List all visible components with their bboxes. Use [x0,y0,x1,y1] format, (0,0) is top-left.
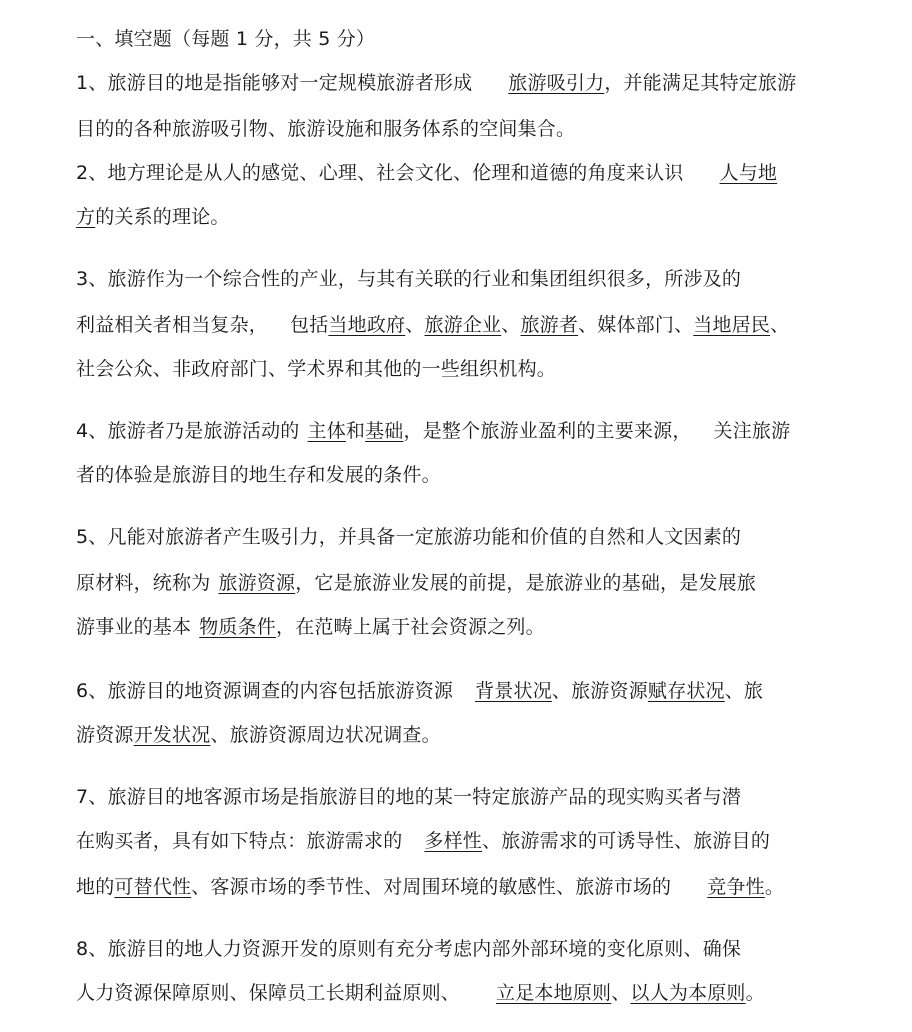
q1-text-cont: ，并能满足其特定旅游 [604,72,797,94]
q3-answer-4: 当地居民 [693,314,771,336]
q5-line-2 [76,570,756,596]
q3-text-2: 利益相关者相当复杂， [76,314,269,336]
q1-line-1 [76,70,796,96]
q8-answer-1: 立足本地原则 [496,982,612,1004]
q4-text-cont: ，是整个旅游业盈利的主要来源， [403,420,692,442]
section-title [76,26,375,52]
q7-answer-1: 多样性 [424,830,483,852]
q5-text-3: ，它是旅游业发展的前提，是旅游业的基础，是发展旅 [295,572,757,594]
q8-text-end: 。 [745,982,765,1004]
q5-text-end: ，在范畴上属于社会资源之列。 [276,616,545,638]
q4-text-end: 者的体验是旅游目的地生存和发展的条件。 [76,464,441,486]
q3-sep-2: 、 [501,314,521,336]
q4-text-cont-2: 关注旅游 [713,420,791,442]
q3-text-end: 社会公众、非政府部门、学术界和其他的一些组织机构。 [76,358,557,380]
q4-answer-2: 基础 [365,420,404,442]
q2-text-end: 的关系的理论。 [95,206,230,228]
q3-text-3: 包括 [290,314,329,336]
q3-line-3 [76,356,556,382]
q2-answer-1: 人与地 [719,162,778,184]
q7-text-4: 地的 [76,876,115,898]
q3-answer-1: 当地政府 [328,314,406,336]
q4-line-2 [76,462,441,488]
q7-line-1 [76,784,741,810]
q8-sep-1: 、 [611,982,631,1004]
q4-answer-1: 主体 [307,420,346,442]
q6-answer-3: 开发状况 [133,724,211,746]
q2-line-1 [76,160,777,186]
q7-text-2: 在购买者，具有如下特点：旅游需求的 [76,830,403,852]
q8-answer-2: 以人为本原则 [630,982,746,1004]
q6-text-3: 、旅 [724,680,764,702]
q6-text: 6、旅游目的地资源调查的内容包括旅游资源 [76,680,454,702]
q3-sep-4: 、 [770,314,790,336]
q8-line-2 [76,980,765,1006]
q8-text-2: 人力资源保障原则、保障员工长期利益原则、 [76,982,461,1004]
q3-answer-2: 旅游企业 [424,314,502,336]
q1-text: 1、旅游目的地是指能够对一定规模旅游者形成 [76,72,473,94]
q8-line-1 [76,936,741,962]
q1-text-end: 目的的各种旅游吸引物、旅游设施和服务体系的空间集合。 [76,118,576,140]
q7-answer-2: 可替代性 [114,876,192,898]
q7-text: 7、旅游目的地客源市场是指旅游目的地的某一特定旅游产品的现实购买者与潜 [76,786,742,808]
q7-text-end: 。 [764,876,785,898]
section-title-text: 一、填空题（每题 1 分，共 5 分） [76,28,376,50]
q3-text: 3、旅游作为一个综合性的产业，与其有关联的行业和集团组织很多，所涉及的 [76,268,742,290]
q3-line-2 [76,312,789,338]
q7-line-2 [76,828,770,854]
q5-answer-2: 物质条件 [199,616,277,638]
q6-answer-1: 背景状况 [475,680,552,702]
q7-text-3: 、旅游需求的可诱导性、旅游目的 [482,830,771,852]
q3-sep-3: 、媒体部门、 [578,314,694,336]
q5-text: 5、凡能对旅游者产生吸引力，并具备一定旅游功能和价值的自然和人文因素的 [76,526,742,548]
q6-text-4: 游资源 [76,724,134,746]
q3-answer-3: 旅游者 [520,314,579,336]
q5-text-4: 游事业的基本 [76,616,192,638]
q7-text-5: 、客源市场的季节性、对周围环境的敏感性、旅游市场的 [191,876,672,898]
q6-line-1 [76,678,763,704]
q4-line-1 [76,418,790,444]
q5-text-2: 原材料，统称为 [76,572,211,594]
q7-line-3 [76,874,784,900]
q1-line-2 [76,116,575,142]
q3-sep-1: 、 [405,314,425,336]
q2-line-2 [76,204,230,230]
q6-text-end: 、旅游资源周边状况调查。 [210,724,441,746]
q6-text-2: 、旅游资源 [551,680,648,702]
q6-answer-2: 赋存状况 [647,680,725,702]
q5-line-3 [76,614,545,640]
q5-line-1 [76,524,741,550]
q4-connector: 和 [345,420,366,442]
q8-text: 8、旅游目的地人力资源开发的原则有充分考虑内部外部环境的变化原则、确保 [76,938,742,960]
q6-line-2 [76,722,441,748]
q3-line-1 [76,266,741,292]
q5-answer-1: 旅游资源 [218,572,296,594]
q2-answer-1-cont: 方 [76,206,96,228]
q2-text: 2、地方理论是从人的感觉、心理、社会文化、伦理和道德的角度来认识 [76,162,684,184]
q7-answer-3: 竞争性 [707,876,765,898]
q1-answer-1: 旅游吸引力 [508,72,605,94]
q4-text: 4、旅游者乃是旅游活动的 [76,420,300,442]
